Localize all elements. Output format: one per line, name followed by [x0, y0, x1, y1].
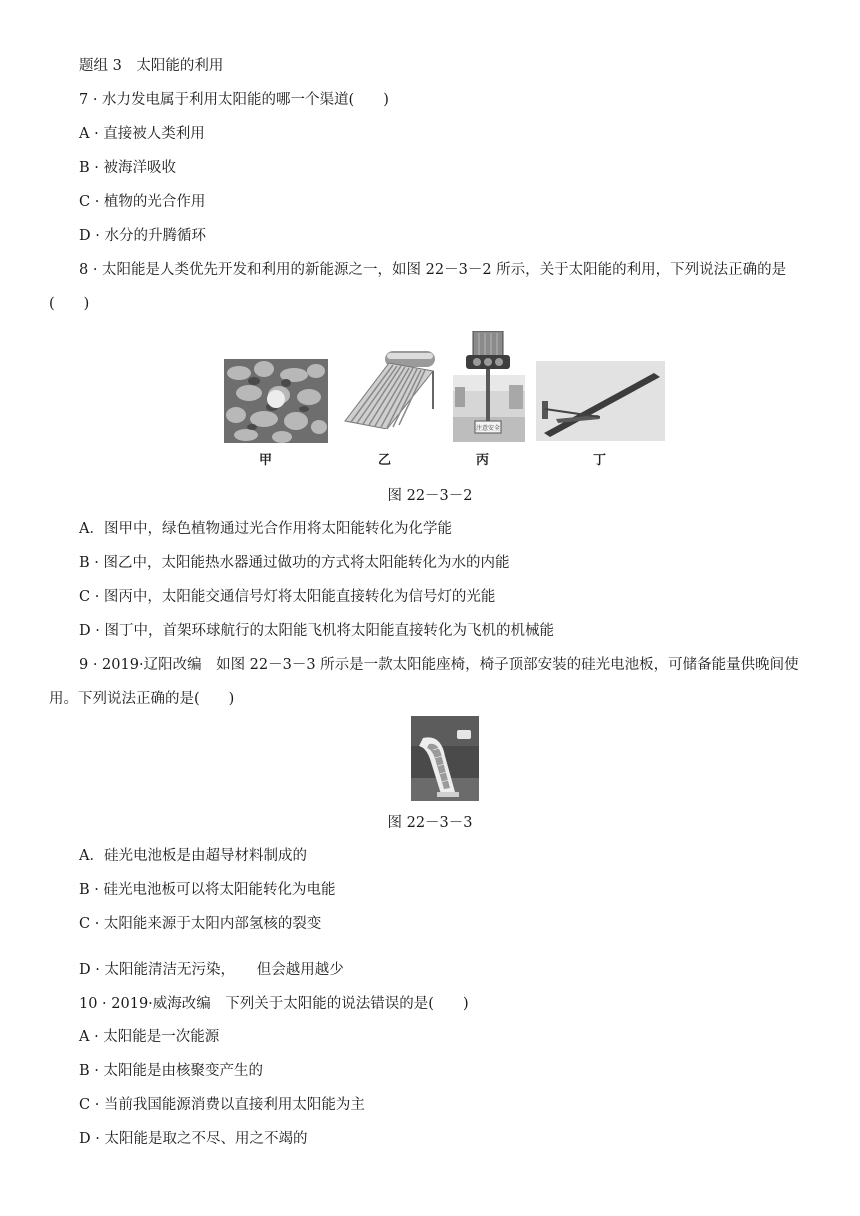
q8-stem-line2: ( ) [49, 296, 90, 312]
q10-option-c: C · 当前我国能源消费以直接利用太阳能为主 [79, 1097, 365, 1113]
q9-option-c: C · 太阳能来源于太阳内部氢核的裂变 [79, 916, 322, 932]
q9-option-a: A．硅光电池板是由超导材料制成的 [79, 848, 307, 864]
q10-option-d: D · 太阳能是取之不尽、用之不竭的 [79, 1131, 308, 1147]
q9-stem-line1: 9 · 2019·辽阳改编 如图 22－3－3 所示是一款太阳能座椅，椅子顶部安装的硅光电池板，可储备能量供晚间使 [79, 657, 799, 673]
q7-option-d: D · 水分的升腾循环 [79, 228, 206, 244]
q8-option-b: B · 图乙中，太阳能热水器通过做功的方式将太阳能转化为水的内能 [79, 555, 510, 571]
q8-option-c: C · 图丙中，太阳能交通信号灯将太阳能直接转化为信号灯的光能 [79, 589, 496, 605]
q8-stem-line1: 8 · 太阳能是人类优先开发和利用的新能源之一，如图 22－3－2 所示，关于太阳能的利用，下列说法正确的是 [79, 262, 787, 278]
figure-label-bing: 丙 [476, 453, 490, 468]
figure-yi-solar-water-heater [341, 349, 439, 429]
q7-stem: 7 · 水力发电属于利用太阳能的哪一个渠道( ) [79, 92, 389, 108]
figure-bing-sign: 注意安全 [475, 425, 501, 432]
q9-option-b: B · 硅光电池板可以将太阳能转化为电能 [79, 882, 336, 898]
q7-option-c: C · 植物的光合作用 [79, 194, 206, 210]
figure-label-ding: 丁 [593, 453, 607, 468]
q8-option-d: D · 图丁中，首架环球航行的太阳能飞机将太阳能直接转化为飞机的机械能 [79, 623, 554, 639]
q7-option-b: B · 被海洋吸收 [79, 160, 176, 176]
q7-option-a: A · 直接被人类利用 [79, 126, 205, 142]
section-title: 题组 3 太阳能的利用 [79, 58, 224, 74]
figure-22-3-2-caption: 图 22－3－2 [387, 488, 473, 504]
figure-label-yi: 乙 [378, 453, 392, 468]
figure-label-jia: 甲 [259, 453, 273, 468]
q8-option-a: A．图甲中，绿色植物通过光合作用将太阳能转化为化学能 [79, 521, 452, 537]
figure-ding-solar-airplane [536, 361, 665, 441]
q10-stem: 10 · 2019·威海改编 下列关于太阳能的说法错误的是( ) [79, 996, 469, 1012]
figure-solar-chair [411, 716, 479, 801]
q10-option-b: B · 太阳能是由核聚变产生的 [79, 1063, 263, 1079]
q9-option-d: D · 太阳能清洁无污染， 但会越用越少 [79, 962, 344, 978]
figure-22-3-3-caption: 图 22－3－3 [387, 815, 473, 831]
figure-jia-plant-leaves [224, 331, 328, 443]
figure-bing-solar-traffic-light [453, 331, 525, 442]
q10-option-a: A · 太阳能是一次能源 [79, 1029, 220, 1045]
q9-stem-line2: 用。下列说法正确的是( ) [49, 691, 235, 707]
